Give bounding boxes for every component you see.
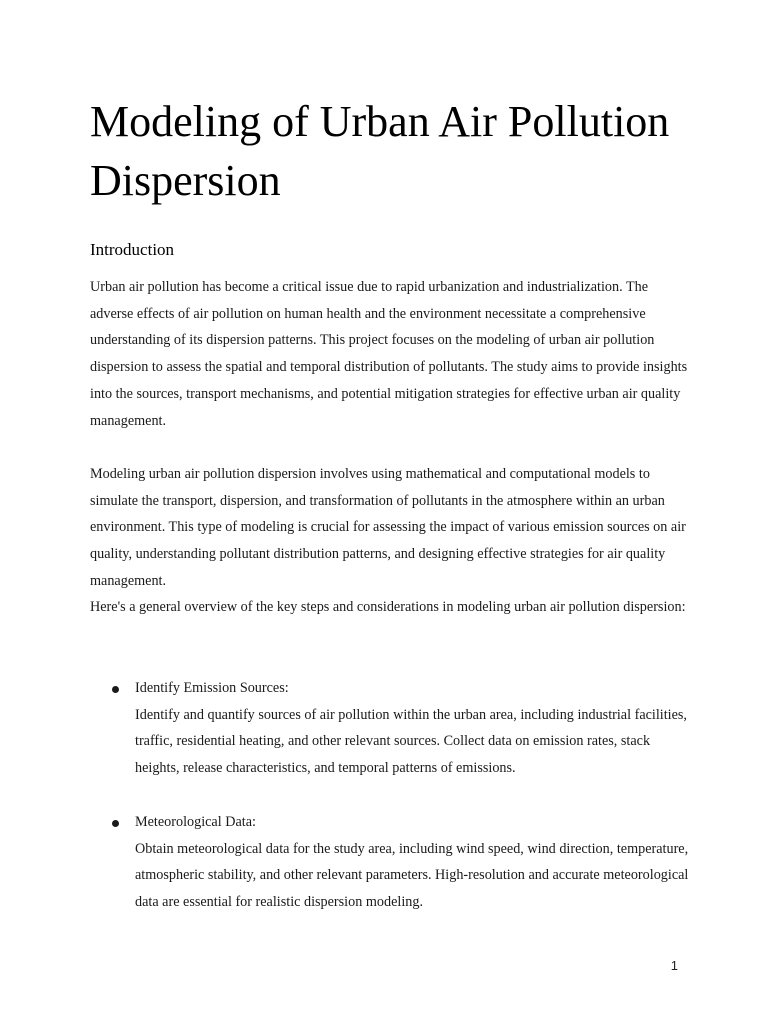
list-item-text <box>135 675 695 782</box>
bullet-icon <box>112 686 119 693</box>
list-item-text <box>135 809 695 916</box>
paragraph-key-steps-lead: Here's a general overview of the key steps and considerations in modeling urban air pollution dispersion: <box>90 599 686 615</box>
list-item-label: Meteorological Data: <box>135 814 256 830</box>
list-item-body: Obtain meteorological data for the study area, including wind speed, wind direction, temperature, atmospheric stability, and other relevant parameters. High-resolution and accurate meteorological data are essential for realistic dispersion modeling. <box>135 840 689 911</box>
paragraph-intro: Urban air pollution has become a critical issue due to rapid urbanization and industrialization. The adverse effects of air pollution on human health and the environment necessitate a comprehensive understanding of its dispersion patterns. This project focuses on the modeling of urban air pollution dispersion to assess the spatial and temporal distribution of pollutants. The study aims to provide insights into the sources, transport mechanisms, and potential mitigation strategies for effective urban air quality management. <box>90 279 688 429</box>
section-heading-introduction: Introduction <box>90 240 175 259</box>
bullet-icon <box>112 820 119 827</box>
page-number: 1 <box>670 958 678 973</box>
list-item-body: Identify and quantify sources of air pollution within the urban area, including industrial facilities, traffic, residential heating, and other relevant sources. Collect data on emission rates, stack heights, release characteristics, and temporal patterns of emissions. <box>135 706 687 777</box>
paragraph-modeling-overview: Modeling urban air pollution dispersion involves using mathematical and computational models to simulate the transport, dispersion, and transformation of pollutants in the atmosphere within an urban environment. This type of modeling is crucial for assessing the impact of various emission sources on air quality, understanding pollutant distribution patterns, and designing effective strategies for air quality management. <box>90 466 686 589</box>
list-item-label: Identify Emission Sources: <box>135 680 289 696</box>
document-title: Modeling of Urban Air Pollution Dispersion <box>90 97 670 205</box>
